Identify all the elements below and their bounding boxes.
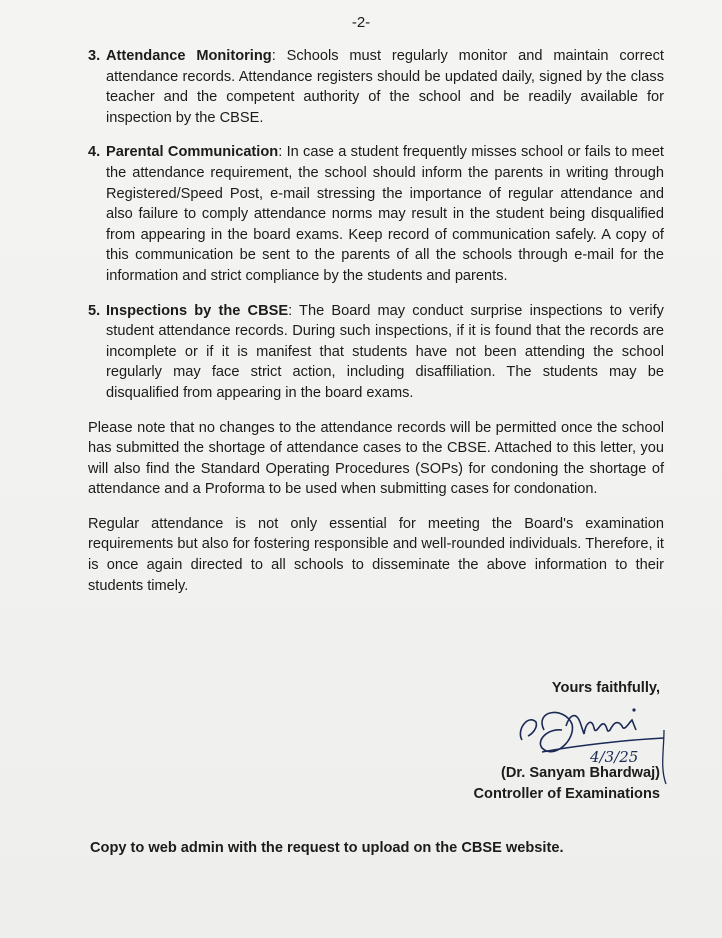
numbered-item <box>88 301 664 404</box>
item-heading: Inspections by the CBSE <box>106 302 289 319</box>
signature-date: 4/3/25 <box>590 748 639 766</box>
numbered-item <box>88 142 664 286</box>
closing-salutation: Yours faithfully, <box>551 680 660 696</box>
item-heading: Attendance Monitoring <box>106 48 272 64</box>
copy-to-note: Copy to web admin with the request to upload on the CBSE website. <box>90 840 564 856</box>
item-number: 3. <box>88 48 101 64</box>
page-number: -2- <box>351 14 371 31</box>
body-paragraph: Regular attendance is not only essential for meeting the Board's examination requirements but also for fostering responsible and well-rounded individuals. Therefore, it is once again directed to all schools to disseminate the above information to their students timely. <box>88 515 664 594</box>
body-paragraph: Please note that no changes to the attendance records will be permitted once the school has submitted the shortage of attendance cases to the CBSE. Attached to this letter, you will also find the Standard Operating Procedures (SOPs) for condoning the shortage of attendance and a Proforma to be used when submitting cases for condonation. <box>88 419 664 498</box>
signatory-name: (Dr. Sanyam Bhardwaj) <box>501 765 660 781</box>
letter-body <box>88 46 664 610</box>
item-number: 5. <box>88 302 101 319</box>
item-text: : In case a student frequently misses school or fails to meet the attendance requirement, the school should inform the parents in writing through Registered/Speed Post, e-mail stressing the importance of regular attendance and also failure to comply attendance norms may result in the student being disqualified from appearing in the board exams. Keep record of communication safely. A copy of this communication be sent to the parents of all the schools through e-mail for the information and strict compliance by the students and parents. <box>106 144 664 284</box>
item-heading: Parental Communication <box>106 144 279 161</box>
item-text: : The Board may conduct surprise inspections to verify student attendance records. During such inspections, if it is found that the records are incomplete or if it is manifest that students have not been attending the school regularly may face strict action, including disaffiliation. The students may be disqualified from appearing in the board exams. <box>106 302 664 401</box>
item-number: 4. <box>88 144 101 161</box>
signatory-title: Controller of Examinations <box>473 786 660 802</box>
item-text: : Schools must regularly monitor and maintain correct attendance records. Attendance registers should be updated daily, signed by the class teacher and the competent authority of the school and be readily available for inspection by the CBSE. <box>106 48 664 126</box>
numbered-item <box>88 46 664 128</box>
